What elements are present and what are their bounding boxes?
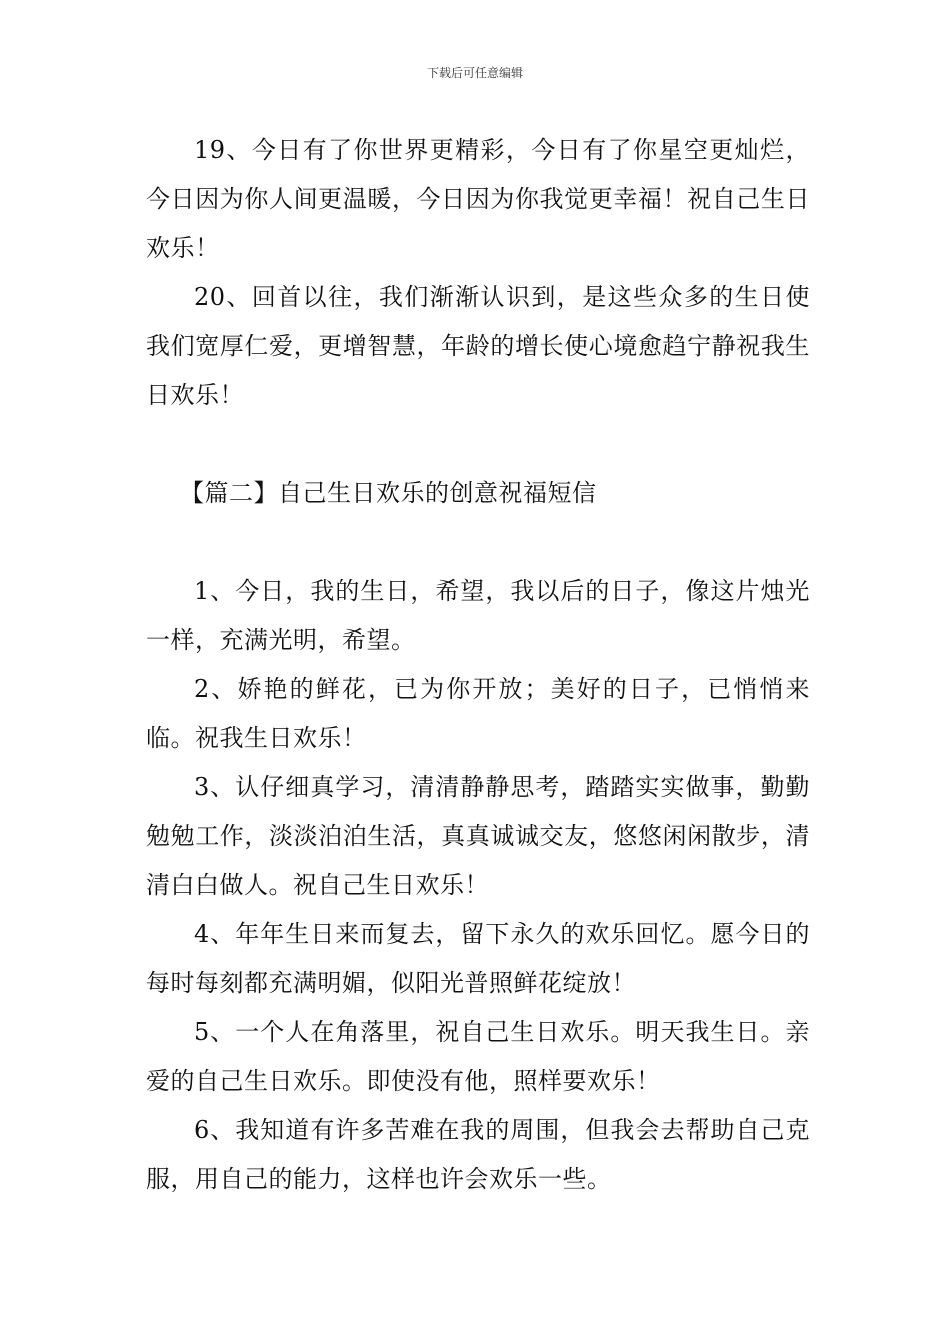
- paragraph-2: 2、娇艳的鲜花，已为你开放；美好的日子，已悄悄来临。祝我生日欢乐！: [146, 675, 810, 752]
- paragraph-4: 4、年年生日来而复去，留下永久的欢乐回忆。愿今日的每时每刻都充满明媚，似阳光普照鲜花绽放！: [146, 920, 810, 997]
- paragraph-20: 20、回首以往，我们渐渐认识到，是这些众多的生日使我们宽厚仁爱，更增智慧，年龄的增长使心境愈趋宁静祝我生日欢乐！: [146, 283, 810, 409]
- paragraph-6: 6、我知道有许多苦难在我的周围，但我会去帮助自己克服，用自己的能力，这样也许会欢乐一些。: [146, 1116, 810, 1193]
- document-body: [146, 126, 810, 1204]
- paragraph-1: 1、今日，我的生日，希望，我以后的日子，像这片烛光一样，充满光明，希望。: [146, 577, 810, 654]
- paragraph-3: 3、认仔细真学习，清清静静思考，踏踏实实做事，勤勤勉勉工作，淡淡泊泊生活，真真诚诚交友，悠悠闲闲散步，清清白白做人。祝自己生日欢乐！: [146, 773, 810, 899]
- paragraph-19: 19、今日有了你世界更精彩，今日有了你星空更灿烂，今日因为你人间更温暖，今日因为你我觉更幸福！祝自己生日欢乐！: [146, 136, 810, 262]
- paragraph-5: 5、一个人在角落里，祝自己生日欢乐。明天我生日。亲爱的自己生日欢乐。即使没有他，照样要欢乐！: [146, 1018, 810, 1095]
- page-header: 下载后可任意编辑: [426, 66, 523, 80]
- section-title: 【篇二】自己生日欢乐的创意祝福短信: [180, 479, 597, 507]
